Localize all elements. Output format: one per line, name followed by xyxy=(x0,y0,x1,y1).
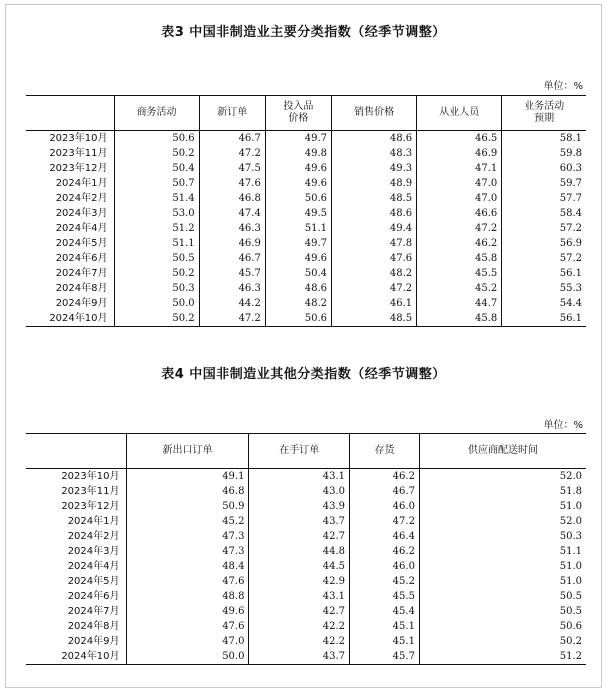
document-page xyxy=(5,4,602,688)
table-cell: 56.1 xyxy=(502,266,586,281)
table-cell: 51.0 xyxy=(419,574,586,589)
table-cell: 50.0 xyxy=(114,296,199,311)
table-cell: 52.0 xyxy=(419,514,586,529)
table-cell: 46.2 xyxy=(350,469,420,485)
column-header: 从业人员 xyxy=(417,96,502,131)
table-row xyxy=(26,559,586,574)
table-cell: 49.6 xyxy=(265,251,331,266)
table-cell: 50.5 xyxy=(419,589,586,604)
column-header: 供应商配送时间 xyxy=(419,434,586,469)
row-label: 2024年1月 xyxy=(67,515,120,527)
table-row xyxy=(26,251,586,266)
table-cell: 50.6 xyxy=(114,131,199,147)
table-cell: 43.0 xyxy=(249,484,350,499)
table-cell: 47.2 xyxy=(417,221,502,236)
table-cell: 47.0 xyxy=(417,176,502,191)
table-row xyxy=(26,544,586,559)
table-cell: 59.7 xyxy=(502,176,586,191)
row-label: 2024年5月 xyxy=(55,237,108,249)
table-row xyxy=(26,484,586,499)
table-cell: 46.5 xyxy=(417,131,502,147)
table-cell: 46.3 xyxy=(199,221,265,236)
table-cell: 50.9 xyxy=(126,499,249,514)
table-row xyxy=(26,589,586,604)
table-cell: 46.6 xyxy=(417,206,502,221)
table-cell: 47.2 xyxy=(332,281,417,296)
table-row xyxy=(26,649,586,665)
table-cell: 45.1 xyxy=(350,619,420,634)
table-cell: 57.2 xyxy=(502,251,586,266)
table-row xyxy=(26,176,586,191)
table-cell: 42.2 xyxy=(249,619,350,634)
table-cell: 49.4 xyxy=(332,221,417,236)
table-cell: 46.8 xyxy=(126,484,249,499)
table-cell: 46.2 xyxy=(417,236,502,251)
row-label: 2024年9月 xyxy=(55,297,108,309)
table-row xyxy=(26,499,586,514)
table-row xyxy=(26,131,586,147)
table-cell: 49.6 xyxy=(126,604,249,619)
table-cell: 51.2 xyxy=(114,221,199,236)
table-cell: 46.9 xyxy=(199,236,265,251)
table-row xyxy=(26,296,586,311)
table-cell: 48.5 xyxy=(332,311,417,327)
table-cell: 50.3 xyxy=(114,281,199,296)
column-header: 新订单 xyxy=(199,96,265,131)
table-cell: 50.6 xyxy=(265,191,331,206)
table-cell: 50.6 xyxy=(265,311,331,327)
table-cell: 57.2 xyxy=(502,221,586,236)
table-cell: 49.7 xyxy=(265,236,331,251)
column-header: 新出口订单 xyxy=(126,434,249,469)
row-label: 2024年7月 xyxy=(55,267,108,279)
table-row xyxy=(26,634,586,649)
table-cell: 45.2 xyxy=(350,574,420,589)
table4-unit: 单位：% xyxy=(543,420,583,431)
table-cell: 44.7 xyxy=(417,296,502,311)
table-cell: 55.3 xyxy=(502,281,586,296)
column-header: 投入品 价格 xyxy=(265,96,331,131)
table-cell: 47.6 xyxy=(199,176,265,191)
table-cell: 48.6 xyxy=(332,206,417,221)
table4 xyxy=(26,433,586,665)
table-cell: 43.9 xyxy=(249,499,350,514)
table-cell: 45.1 xyxy=(350,634,420,649)
table-row xyxy=(26,191,586,206)
table-cell: 46.2 xyxy=(350,544,420,559)
table-row xyxy=(26,574,586,589)
table-cell: 46.8 xyxy=(199,191,265,206)
table-cell: 47.6 xyxy=(126,619,249,634)
table-cell: 47.6 xyxy=(332,251,417,266)
table-cell: 50.3 xyxy=(419,529,586,544)
table-cell: 42.9 xyxy=(249,574,350,589)
table-cell: 47.4 xyxy=(199,206,265,221)
header-corner xyxy=(26,434,126,469)
table-cell: 48.8 xyxy=(126,589,249,604)
table3-title: 表3 中国非制造业主要分类指数（经季节调整） xyxy=(161,25,446,40)
table-cell: 42.7 xyxy=(249,604,350,619)
table-row xyxy=(26,469,586,485)
table-row xyxy=(26,311,586,327)
table-cell: 47.6 xyxy=(126,574,249,589)
table-cell: 46.0 xyxy=(350,499,420,514)
table-cell: 46.4 xyxy=(350,529,420,544)
table-cell: 46.0 xyxy=(350,559,420,574)
table-cell: 47.3 xyxy=(126,529,249,544)
column-header: 存货 xyxy=(350,434,420,469)
table-cell: 51.2 xyxy=(419,649,586,665)
row-label: 2024年9月 xyxy=(67,635,120,647)
table-cell: 48.9 xyxy=(332,176,417,191)
row-label: 2024年4月 xyxy=(55,222,108,234)
table-cell: 49.7 xyxy=(265,131,331,147)
table-cell: 49.8 xyxy=(265,146,331,161)
table-cell: 46.9 xyxy=(417,146,502,161)
table3 xyxy=(26,95,586,327)
row-label: 2024年3月 xyxy=(55,207,108,219)
table-cell: 56.1 xyxy=(502,311,586,327)
table-cell: 42.7 xyxy=(249,529,350,544)
row-label: 2024年7月 xyxy=(67,605,120,617)
table-cell: 59.8 xyxy=(502,146,586,161)
table4-title: 表4 中国非制造业其他分类指数（经季节调整） xyxy=(161,367,446,382)
table-cell: 45.7 xyxy=(350,649,420,665)
table-cell: 44.8 xyxy=(249,544,350,559)
row-label: 2024年5月 xyxy=(67,575,120,587)
table-cell: 45.5 xyxy=(350,589,420,604)
table-row xyxy=(26,146,586,161)
row-label: 2024年6月 xyxy=(67,590,120,602)
table-cell: 46.7 xyxy=(199,251,265,266)
table-cell: 60.3 xyxy=(502,161,586,176)
table-cell: 47.2 xyxy=(350,514,420,529)
table-row xyxy=(26,266,586,281)
table-cell: 42.2 xyxy=(249,634,350,649)
table-row xyxy=(26,161,586,176)
table-cell: 45.2 xyxy=(417,281,502,296)
table-cell: 50.5 xyxy=(419,604,586,619)
table-cell: 51.1 xyxy=(114,236,199,251)
table-cell: 48.6 xyxy=(332,131,417,147)
table-cell: 53.0 xyxy=(114,206,199,221)
row-label: 2024年10月 xyxy=(61,650,120,662)
table-cell: 58.4 xyxy=(502,206,586,221)
table-cell: 46.7 xyxy=(199,131,265,147)
column-header: 商务活动 xyxy=(114,96,199,131)
table-cell: 49.3 xyxy=(332,161,417,176)
row-label: 2023年10月 xyxy=(49,132,108,144)
table-row xyxy=(26,236,586,251)
column-header: 在手订单 xyxy=(249,434,350,469)
table-cell: 45.5 xyxy=(417,266,502,281)
table3-header-row xyxy=(26,96,586,131)
table-cell: 48.2 xyxy=(332,266,417,281)
table-cell: 45.4 xyxy=(350,604,420,619)
table-cell: 51.1 xyxy=(265,221,331,236)
table-cell: 50.4 xyxy=(114,161,199,176)
table-row xyxy=(26,281,586,296)
table-cell: 48.6 xyxy=(265,281,331,296)
table-cell: 44.2 xyxy=(199,296,265,311)
table-cell: 45.2 xyxy=(126,514,249,529)
table-cell: 50.0 xyxy=(126,649,249,665)
table-row xyxy=(26,619,586,634)
table-cell: 48.3 xyxy=(332,146,417,161)
table-row xyxy=(26,514,586,529)
table-row xyxy=(26,529,586,544)
table-cell: 48.4 xyxy=(126,559,249,574)
row-label: 2024年3月 xyxy=(67,545,120,557)
table-cell: 44.5 xyxy=(249,559,350,574)
table-cell: 50.2 xyxy=(114,311,199,327)
table-cell: 46.7 xyxy=(350,484,420,499)
table-cell: 56.9 xyxy=(502,236,586,251)
row-label: 2024年2月 xyxy=(55,192,108,204)
table-cell: 43.1 xyxy=(249,589,350,604)
table-cell: 46.1 xyxy=(332,296,417,311)
table-row xyxy=(26,206,586,221)
table-cell: 49.5 xyxy=(265,206,331,221)
table-cell: 47.0 xyxy=(126,634,249,649)
table-cell: 51.1 xyxy=(419,544,586,559)
row-label: 2024年10月 xyxy=(49,312,108,324)
table-row xyxy=(26,604,586,619)
row-label: 2024年2月 xyxy=(67,530,120,542)
table-cell: 49.6 xyxy=(265,176,331,191)
table4-header-row xyxy=(26,434,586,469)
table-cell: 47.1 xyxy=(417,161,502,176)
table3-unit: 单位：% xyxy=(543,81,583,92)
table-cell: 49.1 xyxy=(126,469,249,485)
table-cell: 50.2 xyxy=(114,266,199,281)
row-label: 2024年4月 xyxy=(67,560,120,572)
header-corner xyxy=(26,96,114,131)
table-cell: 47.2 xyxy=(199,311,265,327)
row-label: 2023年11月 xyxy=(49,147,108,159)
table-cell: 47.2 xyxy=(199,146,265,161)
table-cell: 50.4 xyxy=(265,266,331,281)
row-label: 2024年8月 xyxy=(55,282,108,294)
table-cell: 57.7 xyxy=(502,191,586,206)
table-cell: 51.8 xyxy=(419,484,586,499)
table-cell: 47.3 xyxy=(126,544,249,559)
row-label: 2024年6月 xyxy=(55,252,108,264)
table-cell: 50.2 xyxy=(419,634,586,649)
table-cell: 43.1 xyxy=(249,469,350,485)
table-cell: 50.6 xyxy=(419,619,586,634)
column-header: 业务活动 预期 xyxy=(502,96,586,131)
table-cell: 43.7 xyxy=(249,649,350,665)
table-cell: 50.7 xyxy=(114,176,199,191)
table-cell: 50.2 xyxy=(114,146,199,161)
table-cell: 48.5 xyxy=(332,191,417,206)
table-cell: 51.0 xyxy=(419,499,586,514)
row-label: 2023年10月 xyxy=(61,470,120,482)
table-cell: 45.8 xyxy=(417,311,502,327)
table-cell: 47.5 xyxy=(199,161,265,176)
table-cell: 51.0 xyxy=(419,559,586,574)
column-header: 销售价格 xyxy=(332,96,417,131)
table-cell: 46.3 xyxy=(199,281,265,296)
row-label: 2024年1月 xyxy=(55,177,108,189)
table-cell: 45.7 xyxy=(199,266,265,281)
table-cell: 45.8 xyxy=(417,251,502,266)
table-cell: 51.4 xyxy=(114,191,199,206)
table-cell: 47.0 xyxy=(417,191,502,206)
table-cell: 50.5 xyxy=(114,251,199,266)
table-cell: 52.0 xyxy=(419,469,586,485)
table-cell: 49.6 xyxy=(265,161,331,176)
row-label: 2023年12月 xyxy=(49,162,108,174)
row-label: 2024年8月 xyxy=(67,620,120,632)
table-cell: 54.4 xyxy=(502,296,586,311)
row-label: 2023年12月 xyxy=(61,500,120,512)
table-row xyxy=(26,221,586,236)
table-cell: 58.1 xyxy=(502,131,586,147)
table-cell: 48.2 xyxy=(265,296,331,311)
row-label: 2023年11月 xyxy=(61,485,120,497)
table-cell: 47.8 xyxy=(332,236,417,251)
table-cell: 43.7 xyxy=(249,514,350,529)
